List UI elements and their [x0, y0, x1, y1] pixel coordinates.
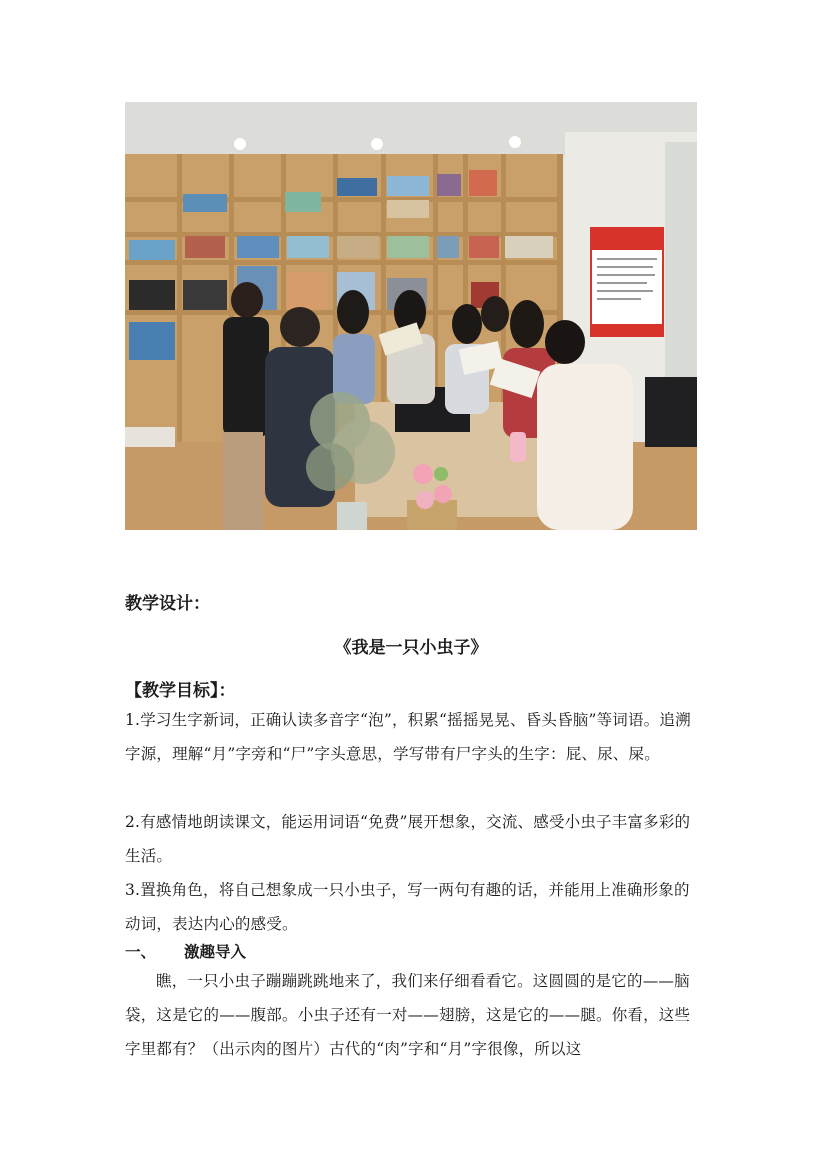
design-heading: 教学设计： [125, 594, 210, 614]
section-title: 激趣导入 [184, 942, 247, 961]
intro-paragraph: 瞧，一只小虫子蹦蹦跳跳地来了，我们来仔细看看它。这圆圆的是它的——脑袋，这是它的——腹部。小虫子还有一对——翅膀，这是它的——腿。你看，这些字里都有？（出示肉的图片）古代的“肉”字和“月”字很像，所以这 [125, 972, 691, 1058]
cup [510, 432, 526, 462]
window [665, 142, 697, 402]
goal-item-3: 3.置换角色，将自己想象成一只小虫子，写一两句有趣的话，并能用上准确形象的动词，表达内心的感受。 [125, 881, 690, 933]
section-heading [125, 940, 246, 962]
ceiling-light [509, 136, 521, 148]
section-number: 一、 [125, 942, 157, 961]
monitor [645, 377, 697, 447]
goals-heading: 【教学目标】： [125, 681, 236, 701]
desk-left [125, 427, 175, 447]
photo-illustration [125, 102, 697, 530]
goal-item-1: 1.学习生字新词，正确认读多音字“泡”，积累“摇摇晃晃、昏头昏脑”等词语。追溯字源，理解“月”字旁和“尸”字头意思，学写带有尸字头的生字：屁、尿、屎。 [125, 711, 691, 763]
lesson-title: 《我是一只小虫子》 [334, 638, 488, 658]
ceiling-light [371, 138, 383, 150]
ceiling-light [234, 138, 246, 150]
goal-item-2: 2.有感情地朗读课文，能运用词语“免费”展开想象，交流、感受小虫子丰富多彩的生活。 [125, 813, 691, 865]
classroom-photo [125, 102, 697, 530]
